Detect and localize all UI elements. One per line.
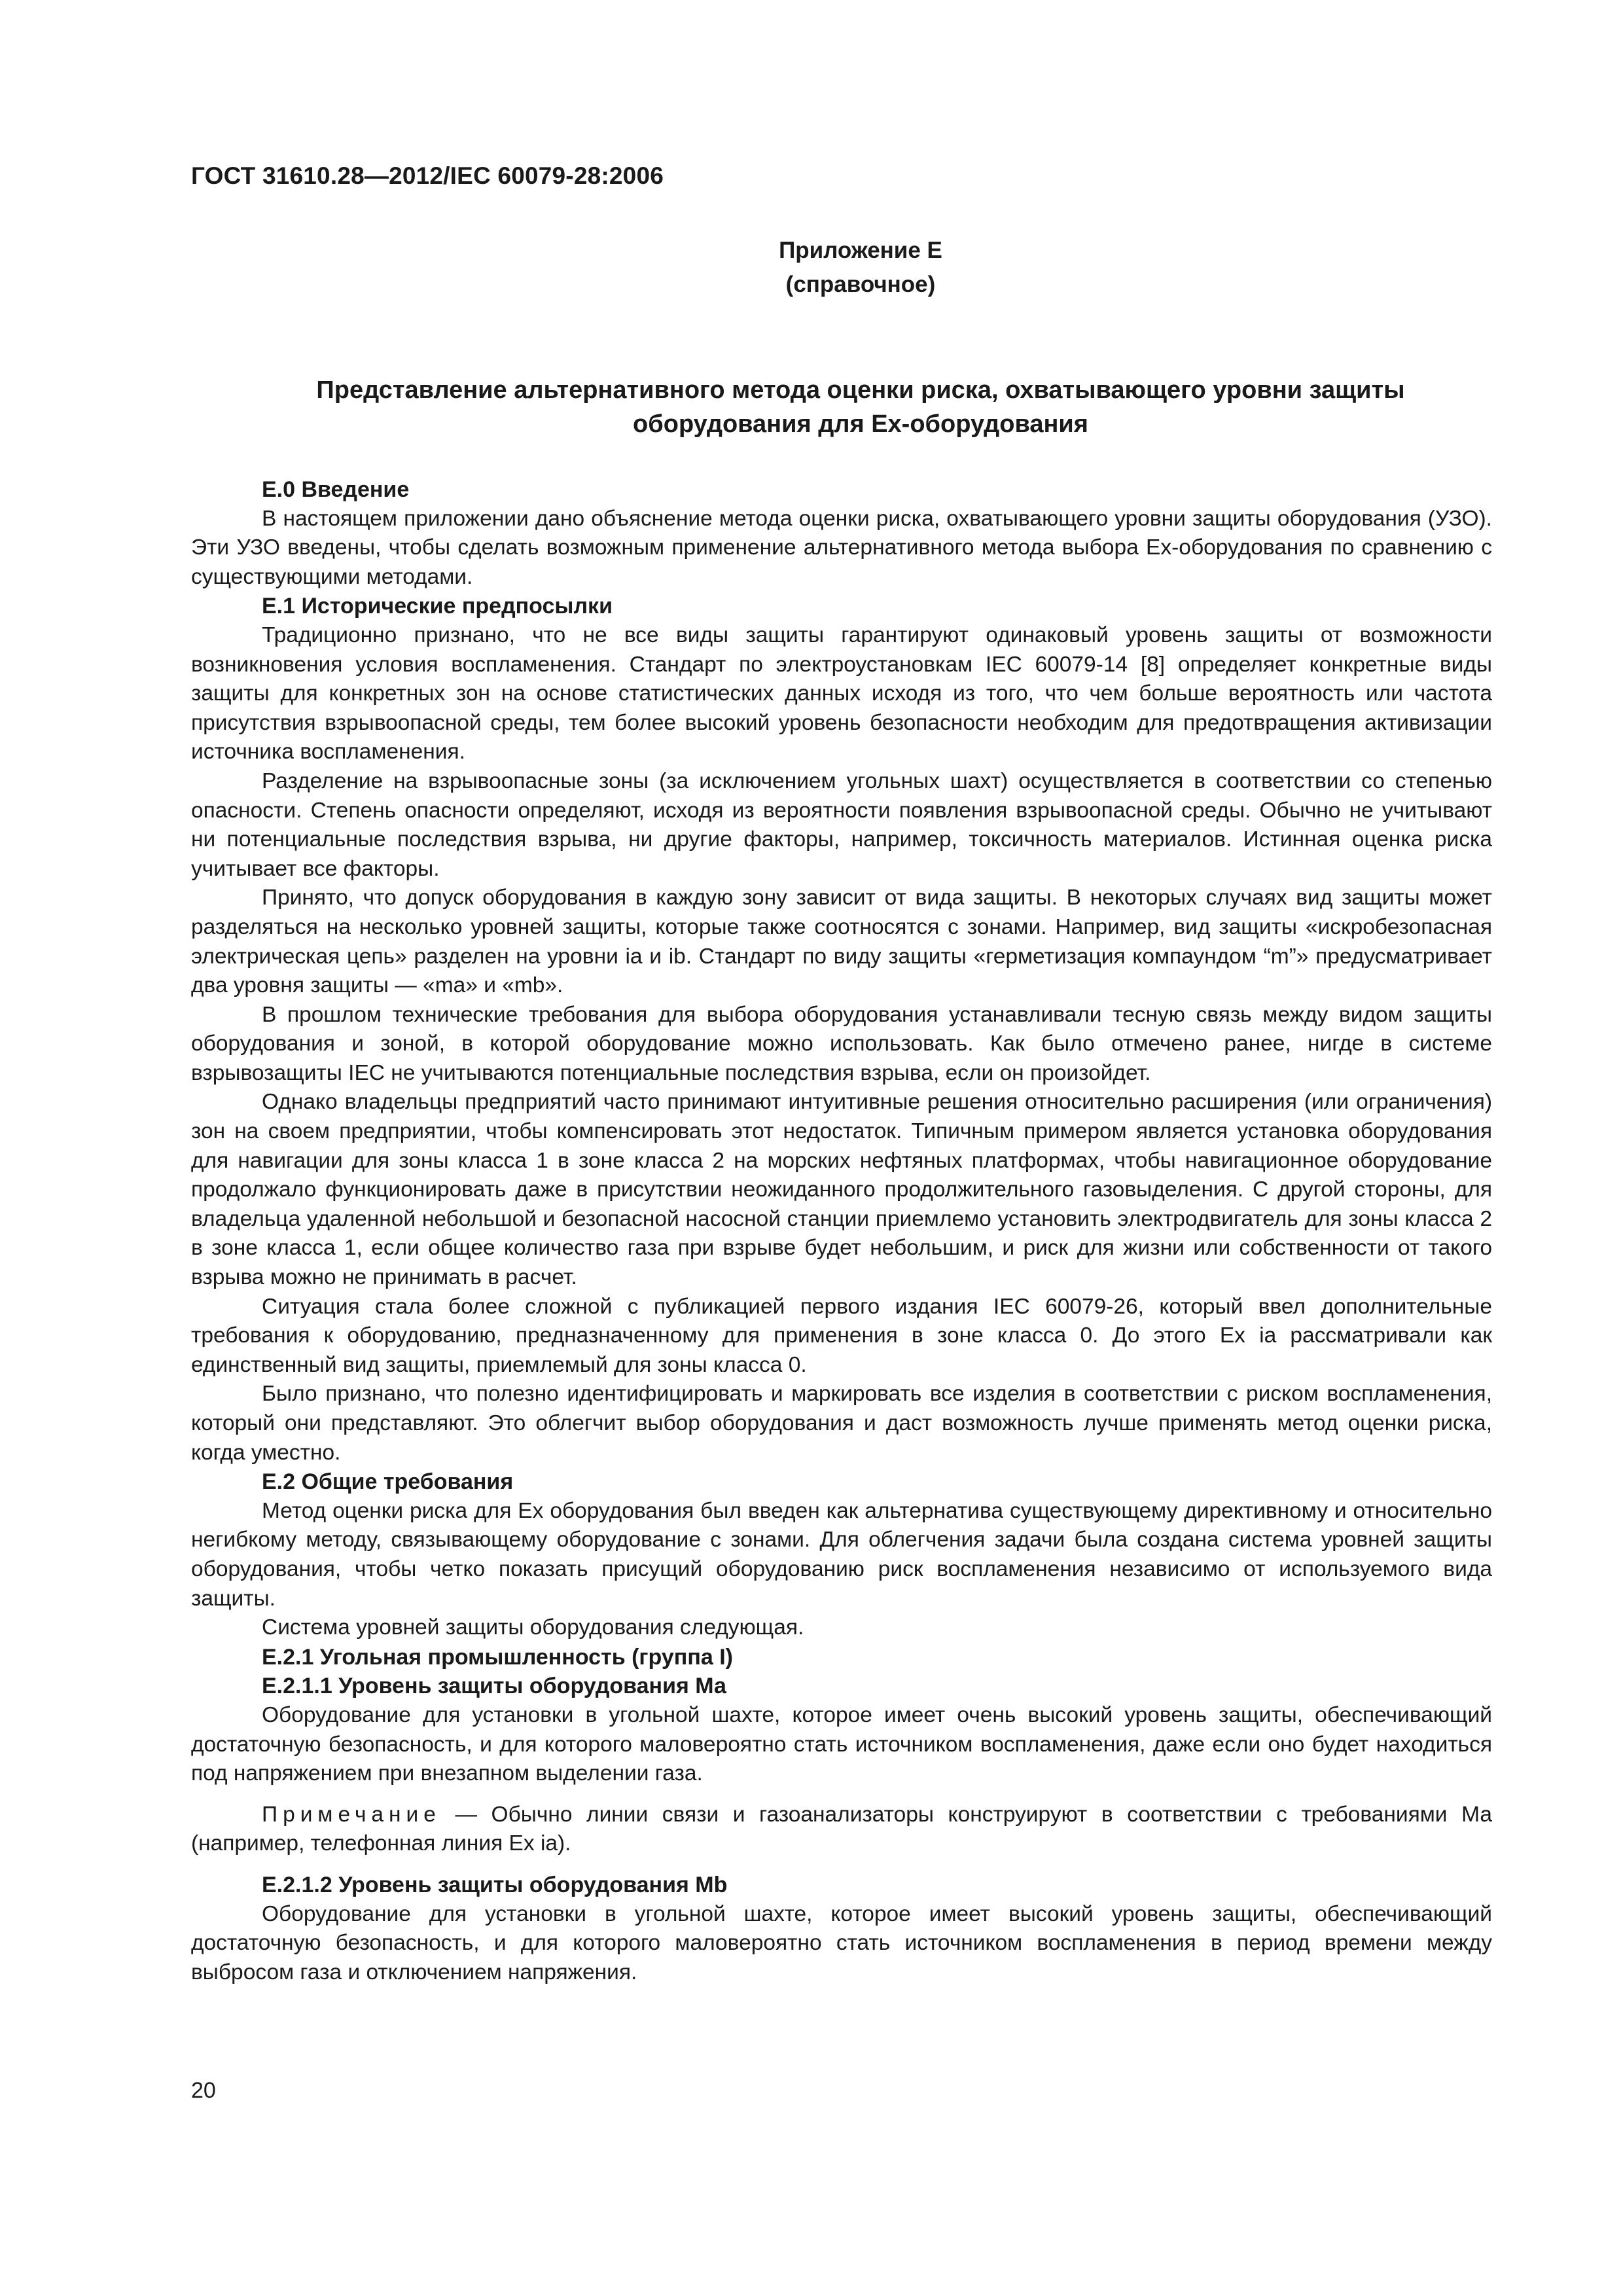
paragraph-e1-4: В прошлом технические требования для выбора оборудования устанавливали тесную связь между видом защиты оборудования и зоной, в которой оборудование можно использовать. Как было отмечено ранее, нигде в системе взрывозащиты IEC не учитываются потенциальные последствия взрыва, если он произойдет. bbox=[191, 1002, 1492, 1085]
document-body bbox=[191, 475, 1492, 1987]
note bbox=[191, 1801, 1492, 1859]
paragraph-e1-1: Традиционно признано, что не все виды защиты гарантируют одинаковый уровень защиты от возможности возникновения условия воспламенения. Стандарт по электроустановкам IEC 60079-14 [8] определяет конкретные виды защиты для конкретных зон на основе статистических данных исходя из того, что чем больше вероятность или частота присутствия взрывоопасной среды, тем более высокий уровень безопасности необходим для предотвращения активизации источника воспламенения. bbox=[191, 622, 1492, 764]
paragraph-e1-3: Принято, что допуск оборудования в каждую зону зависит от вида защиты. В некоторых случаях вид защиты может разделяться на несколько уровней защиты, которые также соотносятся с зонами. Например, вид защиты «искробезопасная электрическая цепь» разделен на уровни ia и ib. Стандарт по виду защиты «герметизация компаундом “m”» предусматривает два уровня защиты — «ma» и «mb». bbox=[191, 886, 1492, 998]
paragraph-e211-1: Оборудование для установки в угольной шахте, которое имеет очень высокий уровень защиты, обеспечивающий достаточную безопасность, и для которого маловероятно стать источником воспламенения, даже если оно будет находиться под напряжением при внезапном выделении газа. bbox=[191, 1702, 1492, 1786]
section-heading-e211: Е.2.1.1 Уровень защиты оборудования Ма bbox=[262, 1674, 726, 1699]
paragraph-e2-1: Метод оценки риска для Ех оборудования был введен как альтернатива существующему директивному и относительно негибкому методу, связывающему оборудование с зонами. Для облегчения задачи была создана система уровней защиты оборудования, чтобы четко показать присущий оборудованию риск воспламенения независимо от используемого вида защиты. bbox=[191, 1498, 1492, 1611]
paragraph-e1-5: Однако владельцы предприятий часто принимают интуитивные решения относительно расширения (или ограничения) зон на своем предприятии, чтобы компенсировать этот недостаток. Типичным примером является установка оборудования для навигации для зоны класса 1 в зоне класса 2 на морских нефтяных платформах, чтобы навигационное оборудование продолжало функционировать даже в присутствии неожиданного продолжительного газовыделения. С другой стороны, для владельца удаленной небольшой и безопасной насосной станции приемлемо установить электродвигатель для зоны класса 2 в зоне класса 1, если общее количество газа при взрыве будет небольшим, и риск для жизни или собственности от такого взрыва можно не принимать в расчет. bbox=[191, 1090, 1492, 1290]
note-text: — Обычно линии связи и газоанализаторы конструируют в соответствии с требованиями Ма (например, телефонная линия Ex ia). bbox=[191, 1802, 1492, 1856]
annex-kind: (справочное) bbox=[785, 272, 936, 297]
annex-label: Приложение Е bbox=[779, 238, 942, 263]
paragraph-e1-6: Ситуация стала более сложной с публикацией первого издания IEC 60079-26, который ввел дополнительные требования к оборудованию, предназначенному для применения в зоне класса 0. До этого Ex ia рассматривали как единственный вид защиты, приемлемый для зоны класса 0. bbox=[191, 1294, 1492, 1377]
section-heading-e0: Е.0 Введение bbox=[262, 477, 410, 502]
section-heading-e212: Е.2.1.2 Уровень защиты оборудования Mb bbox=[262, 1872, 728, 1897]
note-label: Примечание bbox=[262, 1802, 441, 1827]
section-heading-e2: Е.2 Общие требования bbox=[262, 1469, 514, 1495]
paragraph-e212-1: Оборудование для установки в угольной шахте, которое имеет высокий уровень защиты, обеспечивающий достаточную безопасность, и для которого маловероятно стать источником воспламенения в период времени между выбросом газа и отключением напряжения. bbox=[191, 1901, 1492, 1984]
document-code-header: ГОСТ 31610.28—2012/IEC 60079-28:2006 bbox=[191, 162, 664, 189]
section-heading-e1: Е.1 Исторические предпосылки bbox=[262, 594, 613, 619]
annex-title-line-1: Представление альтернативного метода оценки риска, охватывающего уровни защиты bbox=[316, 376, 1405, 404]
paragraph-e2-2: Система уровней защиты оборудования следующая. bbox=[262, 1615, 804, 1640]
annex-title-line-2: оборудования для Ех-оборудования bbox=[633, 410, 1088, 438]
section-heading-e21: Е.2.1 Угольная промышленность (группа I) bbox=[262, 1644, 733, 1670]
paragraph-e1-7: Было признано, что полезно идентифицировать и маркировать все изделия в соответствии с риском воспламенения, который они представляют. Это облегчит выбор оборудования и даст возможность лучше применять метод оценки риска, когда уместно. bbox=[191, 1382, 1492, 1465]
paragraph-e1-2: Разделение на взрывоопасные зоны (за исключением угольных шахт) осуществляется в соответствии со степенью опасности. Степень опасности определяют, исходя из вероятности появления взрывоопасной среды. Обычно не учитывают ни потенциальные последствия взрыва, ни другие факторы, например, токсичность материалов. Истинная оценка риска учитывает все факторы. bbox=[191, 768, 1492, 881]
annex-title bbox=[0, 373, 1623, 441]
page-number: 20 bbox=[191, 2078, 216, 2103]
paragraph-e0-1: В настоящем приложении дано объяснение метода оценки риска, охватывающего уровни защиты оборудования (УЗО). Эти УЗО введены, чтобы сделать возможным применение альтернативного метода выбора Ех-оборудования по сравнению с существующими методами. bbox=[191, 506, 1492, 589]
annex-label-block bbox=[0, 234, 1623, 302]
